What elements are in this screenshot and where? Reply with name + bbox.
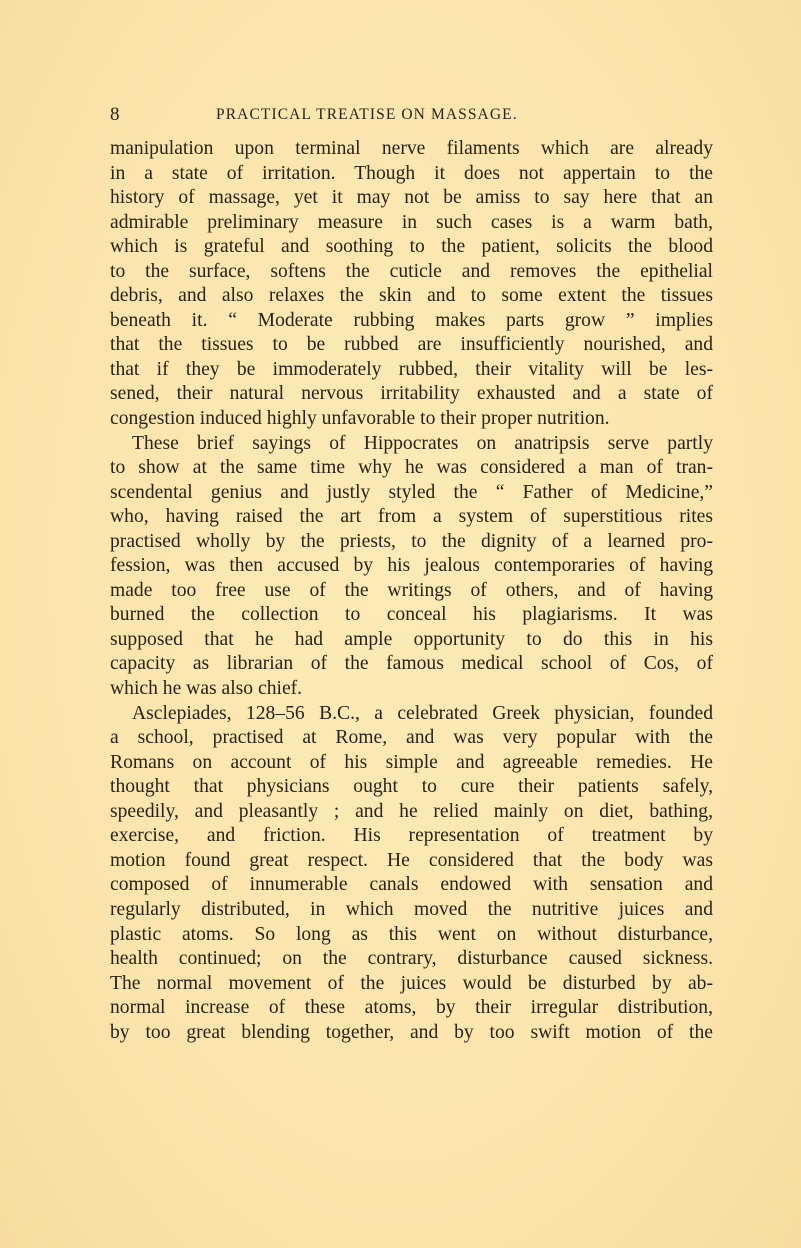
- text-line: exercise, and friction. His representation of treatment by: [110, 825, 713, 847]
- paragraph: [110, 432, 713, 702]
- paragraph: [110, 137, 713, 432]
- text-line: speedily, and pleasantly ; and he relied mainly on diet, bathing,: [110, 800, 713, 822]
- text-line: manipulation upon terminal nerve filaments which are already: [110, 138, 713, 159]
- text-line: composed of innumerable canals endowed with sensation and: [110, 874, 713, 896]
- text-line: by too great blending together, and by too swift motion of the: [110, 1021, 713, 1043]
- text-line: These brief sayings of Hippocrates on anatripsis serve partly: [132, 432, 713, 454]
- text-line: to the surface, softens the cuticle and removes the epithelial: [110, 260, 713, 282]
- text-line: debris, and also relaxes the skin and to some extent the tissues: [110, 285, 713, 307]
- paragraph: [110, 702, 713, 1046]
- text-line: health continued; on the contrary, disturbance caused sickness.: [110, 948, 713, 970]
- text-line: Romans on account of his simple and agreeable remedies. He: [110, 751, 713, 773]
- text-line: thought that physicians ought to cure their patients safely,: [110, 776, 713, 798]
- text-line: admirable preliminary measure in such cases is a warm bath,: [110, 211, 713, 233]
- text-line: that the tissues to be rubbed are insufficiently nourished, and: [110, 334, 713, 356]
- text-line: in a state of irritation. Though it does not appertain to the: [110, 162, 713, 184]
- text-line: Asclepiades, 128–56 B.C., a celebrated Greek physician, founded: [132, 702, 713, 724]
- text-line: plastic atoms. So long as this went on without disturbance,: [110, 923, 713, 945]
- page-number: 8: [110, 104, 121, 125]
- text-line: congestion induced highly unfavorable to their proper nutrition.: [110, 408, 610, 430]
- text-line: scendental genius and justly styled the “ Father of Medicine,”: [110, 481, 713, 503]
- running-title: PRACTICAL TREATISE ON MASSAGE.: [216, 106, 518, 123]
- running-head: [110, 104, 713, 128]
- text-line: a school, practised at Rome, and was very popular with the: [110, 727, 713, 749]
- text-line: fession, was then accused by his jealous contemporaries of having: [110, 555, 713, 577]
- text-line: which he was also chief.: [110, 678, 303, 700]
- body-text: [110, 137, 713, 1045]
- text-line: practised wholly by the priests, to the dignity of a learned pro-: [110, 530, 713, 552]
- text-line: which is grateful and soothing to the patient, solicits the blood: [110, 236, 713, 258]
- text-line: regularly distributed, in which moved the nutritive juices and: [110, 898, 713, 920]
- text-line: sened, their natural nervous irritability exhausted and a state of: [110, 383, 713, 405]
- text-line: beneath it. “ Moderate rubbing makes parts grow ” implies: [110, 309, 713, 331]
- text-line: motion found great respect. He considered that the body was: [110, 849, 713, 871]
- text-line: burned the collection to conceal his plagiarisms. It was: [110, 604, 713, 626]
- text-line: normal increase of these atoms, by their irregular distribution,: [110, 997, 713, 1019]
- text-line: made too free use of the writings of others, and of having: [110, 579, 713, 601]
- text-line: The normal movement of the juices would be disturbed by ab-: [110, 972, 713, 994]
- text-line: that if they be immoderately rubbed, their vitality will be les-: [110, 358, 713, 380]
- text-line: who, having raised the art from a system of superstitious rites: [110, 506, 713, 528]
- text-line: capacity as librarian of the famous medical school of Cos, of: [110, 653, 713, 675]
- text-line: supposed that he had ample opportunity to do this in his: [110, 628, 713, 650]
- text-line: to show at the same time why he was considered a man of tran-: [110, 457, 713, 479]
- text-line: history of massage, yet it may not be amiss to say here that an: [110, 187, 713, 209]
